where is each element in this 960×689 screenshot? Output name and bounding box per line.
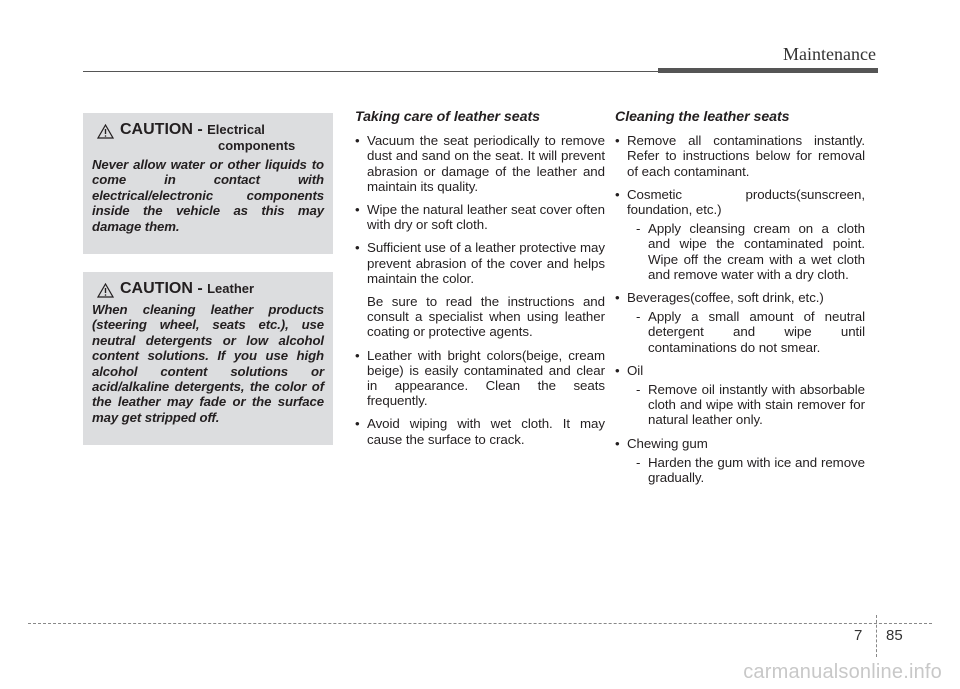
dash-icon: - [636,382,641,398]
dash-icon: - [636,454,641,470]
bullet-icon: • [615,290,620,306]
page-number-divider [876,615,877,657]
caution-heading [92,280,324,298]
sub-item [627,455,865,485]
list-item [355,348,605,409]
list-item-text: Wipe the natural leather seat cover often with dry or soft cloth. [367,202,605,233]
caution-text: Never allow water or other liquids to come in contact with electrical/electronic components inside the vehicle as this may damage them. [92,157,324,234]
dash-icon: - [636,309,641,325]
caution-topic: Electrical [207,122,265,137]
list-item [615,133,865,179]
sub-item [627,221,865,282]
caution-topic-continued: components [218,138,296,153]
cleaning-section [615,110,865,493]
header-rule-accent [658,68,878,73]
bullet-icon: • [355,347,360,363]
section-heading: Taking care of leather seats [355,109,540,125]
caution-label: CAUTION - [120,280,208,297]
bullet-icon: • [355,416,360,432]
sub-item [627,382,865,428]
page-number: 85 [886,627,903,644]
list-item-text: Chewing gum [627,435,708,451]
bullet-icon: • [615,133,620,149]
bullet-icon: • [355,240,360,256]
list-item-text: Cosmetic products(sunscreen, foundation, etc.) [627,186,865,218]
taking-care-section [355,110,605,455]
sub-item-text: Apply a small amount of neutral detergent and wipe until contaminations do not smear. [648,309,865,355]
list-item-note: Be sure to read the instructions and consult a specialist when using leather coating or protective agents. [367,294,605,340]
caution-topic: Leather [207,281,255,296]
chapter-number: 7 [854,627,863,644]
caution-box-electrical [83,113,333,254]
caution-heading [92,121,324,153]
section-heading: Cleaning the leather seats [615,109,790,125]
sub-item-text: Harden the gum with ice and remove gradually. [648,454,865,486]
warning-triangle-icon [97,124,114,139]
sub-item [627,309,865,355]
bullet-icon: • [355,202,360,218]
footer-rule [28,623,932,624]
sub-item-text: Apply cleansing cream on a cloth and wipe the contaminated point. Wipe off the cream with a wet cloth and remove water with a dry cloth. [648,221,865,282]
list-item-text: Beverages(coffee, soft drink, etc.) [627,290,824,306]
list-item [615,187,865,282]
caution-text: When cleaning leather products (steering wheel, seats etc.), use neutral detergents or low alcohol content solutions. If you use high alcohol content solutions or acid/alkaline detergents, the color of the leather may fade or the surface may get stripped off. [92,302,324,425]
list-item-text: Remove all contaminations instantly. Refer to instructions below for removal of each contaminant. [627,133,865,179]
dash-icon: - [636,221,641,237]
header-rule [83,71,660,72]
caution-box-leather [83,272,333,445]
caution-label: CAUTION - [120,121,208,138]
list-item [615,436,865,486]
list-item [355,240,605,339]
list-item [615,363,865,428]
bullet-icon: • [615,362,620,378]
bullet-icon: • [615,435,620,451]
warning-triangle-icon [97,283,114,298]
list-item-text: Sufficient use of a leather protective may prevent abrasion of the cover and helps maintain the color. [367,240,605,286]
list-item-text: Vacuum the seat periodically to remove dust and sand on the seat. It will prevent abrasion or damage of the leather and maintain its quality. [367,133,605,194]
sub-item-text: Remove oil instantly with absorbable cloth and wipe with stain remover for natural leather only. [648,382,865,428]
list-item-text: Avoid wiping with wet cloth. It may cause the surface to crack. [367,416,605,447]
list-item [355,202,605,232]
bullet-icon: • [355,133,360,149]
list-item [355,133,605,194]
list-item-text: Oil [627,362,644,378]
bullet-icon: • [615,186,620,202]
watermark: carmanualsonline.info [743,661,942,683]
section-title: Maintenance [783,44,876,64]
list-item-text: Leather with bright colors(beige, cream beige) is easily contaminated and clear in appearance. Clean the seats frequently. [367,347,605,409]
list-item [615,290,865,355]
list-item [355,416,605,446]
